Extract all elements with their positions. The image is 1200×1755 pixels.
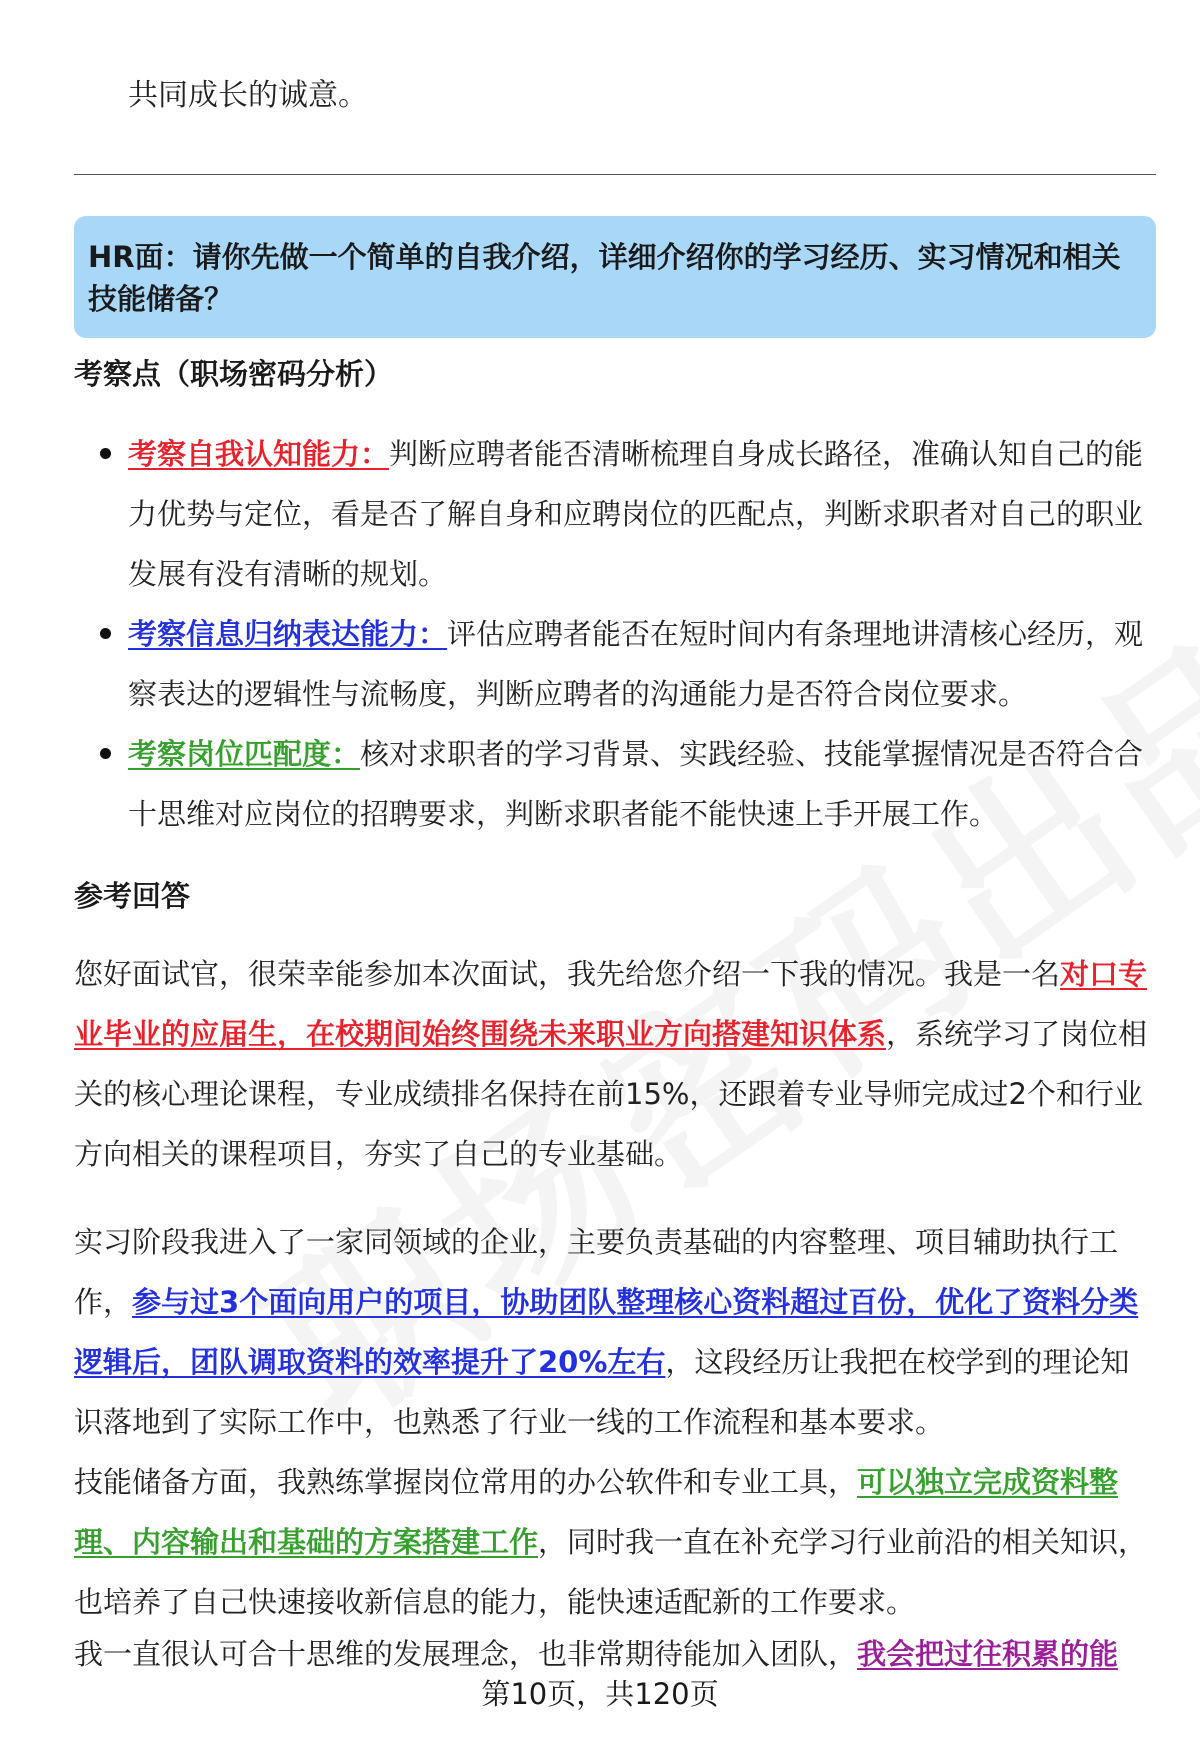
exam-point-keyword: 考察自我认知能力： [128,437,390,471]
exam-point-item [74,724,1156,844]
answer-highlight: 我会把过往积累的能 [857,1637,1119,1671]
question-box [74,216,1156,338]
exam-point-keyword: 考察岗位匹配度： [128,737,361,771]
divider [74,174,1156,175]
exam-point-text: 判断应聘者能否清晰梳理自身成长路径，准确认知自己的能力优势与定位，看是否了解自身和应聘岗位的匹配点，判断求职者对自己的职业发展有没有清晰的规划。 [128,437,1144,591]
answer-paragraph-3 [74,1452,1156,1632]
answer-heading: 参考回答 [74,879,191,913]
bullet-dot-icon [100,628,111,639]
answer-highlight: 对口专业毕业的应届生，在校期间始终围绕未来职业方向搭建知识体系 [74,957,1148,1051]
exam-point-item [74,424,1156,604]
answer-text: ，系统学习了岗位相关的核心理论课程，专业成绩排名保持在前15%，还跟着专业导师完成过2个和行业方向相关的课程项目，夯实了自己的专业基础。 [74,1017,1148,1171]
answer-text: ，这段经历让我把在校学到的理论知识落地到了实际工作中，也熟悉了行业一线的工作流程和基本要求。 [74,1345,1130,1439]
answer-paragraph-2 [74,1212,1156,1452]
answer-highlight: 可以独立完成资料整理、内容输出和基础的方案搭建工作 [74,1465,1119,1559]
page-number: 第10页，共120页 [481,1677,719,1711]
exam-point-text: 核对求职者的学习背景、实践经验、技能掌握情况是否符合合十思维对应岗位的招聘要求，判断求职者能不能快速上手开展工作。 [128,737,1144,831]
exam-points-heading: 考察点（职场密码分析） [74,357,394,391]
answer-highlight: 参与过3个面向用户的项目，协助团队整理核心资料超过百份，优化了资料分类逻辑后，团队调取资料的效率提升了20%左右 [74,1285,1139,1379]
exam-point-text: 评估应聘者能否在短时间内有条理地讲清核心经历，观察表达的逻辑性与流畅度，判断应聘者的沟通能力是否符合岗位要求。 [128,617,1144,711]
answer-text: 您好面试官，很荣幸能参加本次面试，我先给您介绍一下我的情况。我是一名 [74,957,1061,991]
question-text: HR面：请你先做一个简单的自我介绍，详细介绍你的学习经历、实习情况和相关技能储备？ [88,240,1121,316]
exam-point-keyword: 考察信息归纳表达能力： [128,617,448,651]
answer-text: 技能储备方面，我熟练掌握岗位常用的办公软件和专业工具， [74,1465,858,1499]
answer-text: ，同时我一直在补充学习行业前沿的相关知识，也培养了自己快速接收新信息的能力，能快速适配新的工作要求。 [74,1525,1148,1619]
answer-text: 我一直很认可合十思维的发展理念，也非常期待能加入团队， [74,1637,858,1671]
answer-paragraph-1 [74,944,1156,1184]
bullet-dot-icon [100,448,111,459]
exam-points-list [74,424,1156,844]
exam-point-item [74,604,1156,724]
answer-text: 实习阶段我进入了一家同领域的企业，主要负责基础的内容整理、项目辅助执行工作， [74,1225,1119,1319]
continued-text: 共同成长的诚意。 [128,78,368,113]
bullet-dot-icon [100,748,111,759]
